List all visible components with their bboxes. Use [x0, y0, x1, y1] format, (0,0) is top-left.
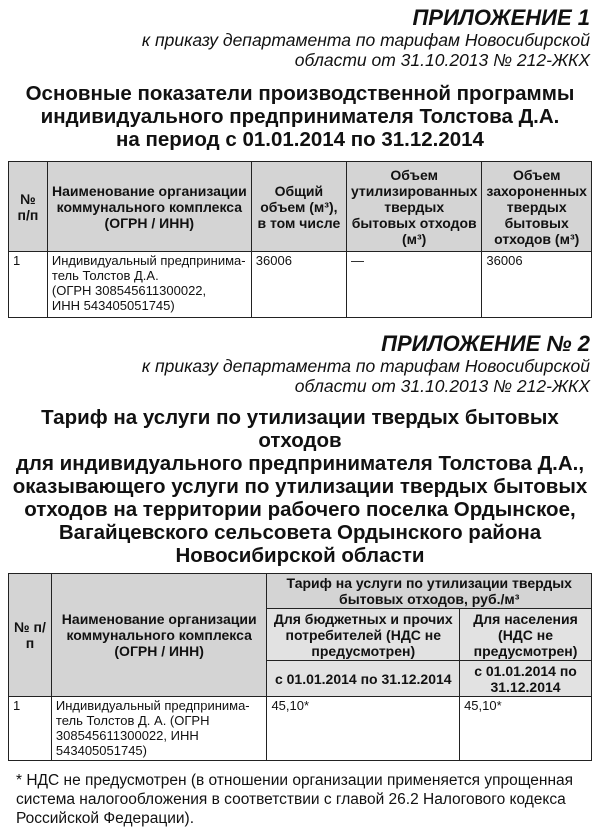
- header-period-budget: с 01.01.2014 по 31.12.2014: [267, 661, 460, 697]
- org-name-line: ИНН 543405051745): [51, 298, 175, 313]
- header-num: № п/п: [9, 574, 52, 697]
- appendix1-heading: ПРИЛОЖЕНИЕ 1: [412, 5, 590, 30]
- header-population: Для населения (НДС не предусмотрен): [460, 609, 592, 661]
- header-buried-volume: Объем захороненных твердых бытовых отходов (м³): [482, 162, 592, 252]
- header-budget-consumers: Для бюджетных и прочих потребителей (НДС не предусмотрен): [267, 609, 460, 661]
- appendix2-title-line3: оказывающего услуги по утилизации твердых бытовых: [12, 475, 588, 498]
- org-name-line: тель Толстов Д.А.: [51, 268, 159, 283]
- appendix2-title-line5: Вагайцевского сельсовета Ордынского района: [58, 521, 542, 544]
- appendix2-title-line6: Новосибирской области: [175, 544, 425, 567]
- appendix2-order-line1: к приказу департамента по тарифам Новосибирской: [141, 356, 590, 376]
- org-name-line: 308545611300022, ИНН: [55, 728, 199, 743]
- appendix1-order-line1: к приказу департамента по тарифам Новосибирской: [141, 30, 590, 50]
- header-total-volume: Общий объем (м³), в том числе: [251, 162, 346, 252]
- cell-org-name: [47, 252, 251, 318]
- header-num: № п/п: [9, 162, 48, 252]
- cell-org-name: [51, 697, 267, 761]
- header-org-name: Наименование организации коммунального комплекса (ОГРН / ИНН): [47, 162, 251, 252]
- cell-buried-volume: 36006: [482, 252, 592, 318]
- cell-budget-tariff: 45,10*: [267, 697, 460, 761]
- table-row: [9, 252, 592, 318]
- cell-total-volume: 36006: [251, 252, 346, 318]
- header-period-population: с 01.01.2014 по 31.12.2014: [460, 661, 592, 697]
- footnote: * НДС не предусмотрен (в отношении организации применяется упрощенная система налогообложения в соответствии с главой 26.2 Налогового кодекса Российской Федерации).: [16, 772, 574, 827]
- cell-num: 1: [9, 697, 52, 761]
- org-name-line: тель Толстов Д. А. (ОГРН: [55, 713, 210, 728]
- appendix1-title-line1: Основные показатели производственной программы: [25, 82, 575, 105]
- appendix1-title-line2: индивидуального предпринимателя Толстова Д.А.: [40, 105, 560, 128]
- org-name-line: 543405051745): [55, 743, 147, 758]
- cell-utilized-volume: —: [346, 252, 481, 318]
- appendix1-title-line3: на период с 01.01.2014 по 31.12.2014: [116, 128, 484, 151]
- table-row: [9, 697, 592, 761]
- cell-num: 1: [9, 252, 48, 318]
- appendix2-title-line4: отходов на территории рабочего поселка Ордынское,: [24, 498, 576, 521]
- tariff-table: [8, 573, 592, 761]
- org-name-line: Индивидуальный предпринима-: [55, 698, 250, 713]
- appendix2-heading: ПРИЛОЖЕНИЕ № 2: [381, 331, 590, 356]
- appendix1-order-line2: области от 31.10.2013 № 212-ЖКХ: [294, 50, 590, 70]
- production-indicators-table: [8, 161, 592, 318]
- org-name-line: Индивидуальный предпринима-: [51, 253, 246, 268]
- appendix2-title-line1: Тариф на услуги по утилизации твердых бытовых отходов: [41, 406, 559, 452]
- header-utilized-volume: Объем утилизированных твердых бытовых отходов (м³): [346, 162, 481, 252]
- appendix2-title-line2: для индивидуального предпринимателя Толстова Д.А.,: [15, 452, 585, 475]
- cell-population-tariff: 45,10*: [460, 697, 592, 761]
- org-name-line: (ОГРН 308545611300022,: [51, 283, 207, 298]
- header-org-name: Наименование организации коммунального комплекса (ОГРН / ИНН): [51, 574, 267, 697]
- appendix2-order-line2: области от 31.10.2013 № 212-ЖКХ: [294, 376, 590, 396]
- header-tariff: Тариф на услуги по утилизации твердых бытовых отходов, руб./м³: [267, 574, 592, 609]
